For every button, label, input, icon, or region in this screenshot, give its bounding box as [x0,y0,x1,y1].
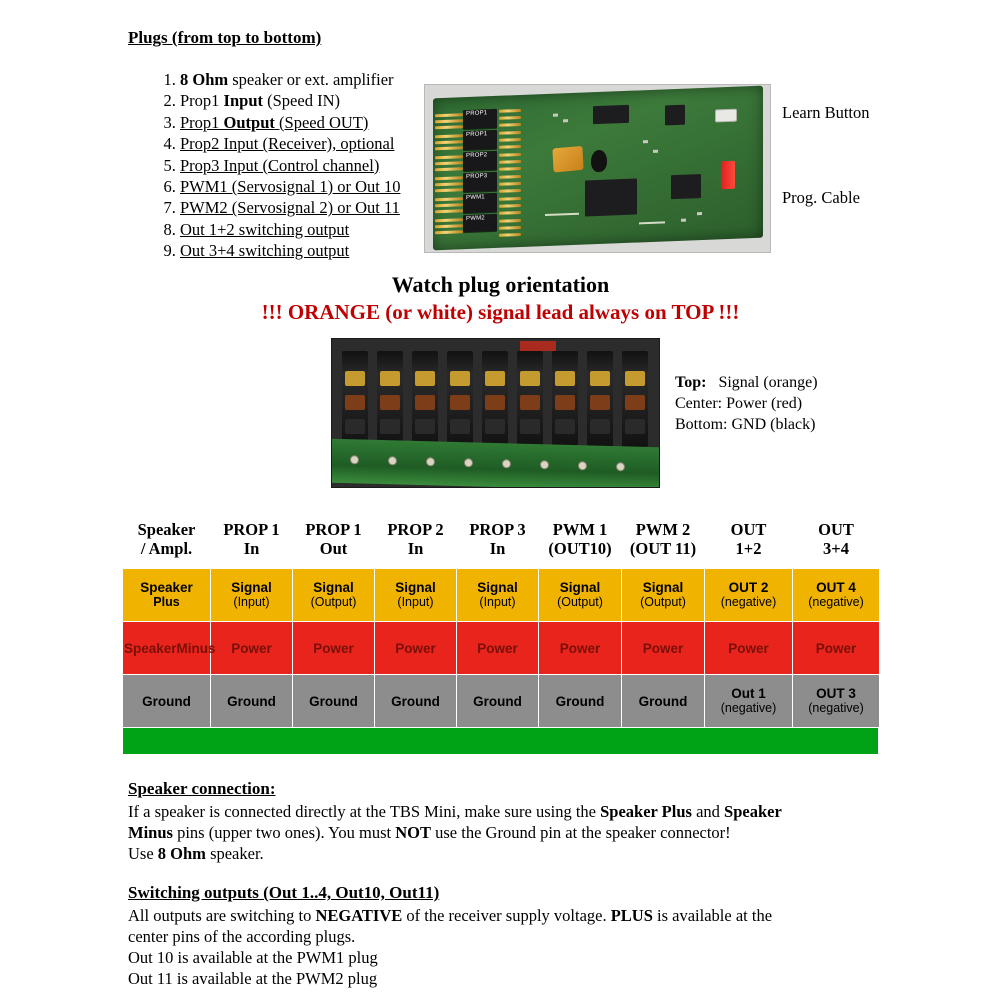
cell-signal-prop1in: Signal (Input) [211,569,293,622]
table-row [123,622,880,675]
prog-cable-connector[interactable] [721,161,735,190]
col-header-pwm2: PWM 2 (OUT 11) [622,518,705,569]
header-prop2: PROP2 [463,151,497,171]
speaker-section-line3: Use 8 Ohm speaker. [128,844,264,863]
ic-chip-3 [665,105,685,126]
cell-signal-out12: OUT 2 (negative) [705,569,793,622]
plugs-heading: Plugs (from top to bottom) [128,28,322,47]
cell-signal-prop2in: Signal (Input) [375,569,457,622]
cell-ground-prop1out: Ground [293,675,375,728]
ic-chip-2 [585,179,637,217]
col-header-prop1-in: PROP 1 In [211,518,293,569]
table-row [123,569,880,622]
cell-power-prop1in: Power [211,622,293,675]
col-header-prop2-in: PROP 2 In [375,518,457,569]
switching-section-heading: Switching outputs (Out 1..4, Out10, Out11) [128,883,440,902]
cell-power-pwm2: Power [622,622,705,675]
cell-power-out34: Power [793,622,880,675]
plug-block [552,351,578,447]
orange-capacitor [552,146,583,173]
legend-top-value: Signal (orange) [718,374,818,391]
header-pwm2: PWM2 [463,214,497,232]
cell-ground-prop2in: Ground [375,675,457,728]
switching-outputs-section [128,882,888,989]
legend-center-value: Power (red) [726,395,803,412]
orientation-line2: !!! ORANGE (or white) signal lead always on TOP !!! [261,300,740,324]
pcb-green-bar [122,728,879,755]
pinout-table-wrapper [122,518,879,755]
switching-section-line2: center pins of the according plugs. [128,927,356,946]
plug-block [622,351,648,447]
cell-ground-speaker: Ground [123,675,211,728]
list-item: 1. 8 Ohm speaker or ext. amplifier [180,70,480,91]
list-item: 4. Prop2 Input (Receiver), optional [180,134,480,155]
red-marker [520,341,556,351]
speaker-section-heading: Speaker connection: [128,779,276,798]
cell-signal-prop3in: Signal (Input) [457,569,539,622]
header-prop1-out: PROP1 [463,130,497,150]
col-header-out12: OUT 1+2 [705,518,793,569]
cell-power-prop1out: Power [293,622,375,675]
list-item: 6. PWM1 (Servosignal 1) or Out 10 [180,177,480,198]
legend-center-label: Center: [675,395,723,412]
plug-block [412,351,438,447]
learn-button-callout: Learn Button [782,103,870,122]
cell-power-prop3in: Power [457,622,539,675]
list-item: 2. Prop1 Input (Speed IN) [180,91,480,112]
connector-legend [675,372,818,435]
cell-ground-prop1in: Ground [211,675,293,728]
cell-power-pwm1: Power [539,622,622,675]
cell-ground-prop3in: Ground [457,675,539,728]
legend-bottom-label: Bottom: [675,416,728,433]
cell-power-speaker: SpeakerMinus [123,622,211,675]
cell-ground-pwm1: Ground [539,675,622,728]
learn-button[interactable] [715,109,737,123]
connector-pcb [332,439,659,488]
pcb-photo [424,84,771,253]
list-item: 3. Prop1 Output (Speed OUT) [180,113,480,134]
cell-signal-pwm2: Signal (Output) [622,569,705,622]
ic-chip-4 [671,174,701,199]
col-header-prop1-out: PROP 1 Out [293,518,375,569]
orientation-line1: Watch plug orientation [391,272,610,297]
table-header-row [123,518,880,569]
header-prop1-in: PROP1 [463,109,497,129]
list-item: 5. Prop3 Input (Control channel) [180,156,480,177]
plug-block [377,351,403,447]
col-header-pwm1: PWM 1 (OUT10) [539,518,622,569]
cell-signal-out34: OUT 4 (negative) [793,569,880,622]
list-item: 8. Out 1+2 switching output [180,220,480,241]
plug-block [587,351,613,447]
cell-ground-out12: Out 1 (negative) [705,675,793,728]
cell-signal-pwm1: Signal (Output) [539,569,622,622]
pcb-board [433,86,763,251]
cell-ground-out34: OUT 3 (negative) [793,675,880,728]
black-capacitor [591,150,607,173]
switching-section-line1: All outputs are switching to NEGATIVE of the receiver supply voltage. PLUS is available at the [128,906,773,925]
list-item: 7. PWM2 (Servosignal 2) or Out 11 [180,198,480,219]
cell-signal-prop1out: Signal (Output) [293,569,375,622]
speaker-section-line2: Minus pins (upper two ones). You must NOT use the Ground pin at the speaker connector! [128,823,731,842]
header-pwm1: PWM1 [463,193,497,213]
table-row [123,675,880,728]
speaker-connection-section [128,778,888,864]
cell-signal-speaker: Speaker Plus [123,569,211,622]
prog-cable-callout: Prog. Cable [782,188,860,207]
ic-chip-1 [593,105,629,124]
connector-photo [331,338,660,488]
plug-block [517,351,543,447]
speaker-section-line1: If a speaker is connected directly at the TBS Mini, make sure using the Speaker Plus and Speaker [128,802,782,821]
header-prop3: PROP3 [463,172,497,192]
cell-power-prop2in: Power [375,622,457,675]
legend-bottom-value: GND (black) [731,416,816,433]
cell-ground-pwm2: Ground [622,675,705,728]
plug-block [342,351,368,447]
list-item: 9. Out 3+4 switching output [180,241,480,262]
plug-block [447,351,473,447]
col-header-out34: OUT 3+4 [793,518,880,569]
col-header-speaker: Speaker / Ampl. [123,518,211,569]
cell-power-out12: Power [705,622,793,675]
switching-section-line4: Out 11 is available at the PWM2 plug [128,969,378,988]
col-header-prop3-in: PROP 3 In [457,518,539,569]
legend-top-label: Top: [675,374,707,391]
plug-block [482,351,508,447]
switching-section-line3: Out 10 is available at the PWM1 plug [128,948,378,967]
pinout-table [122,518,880,728]
